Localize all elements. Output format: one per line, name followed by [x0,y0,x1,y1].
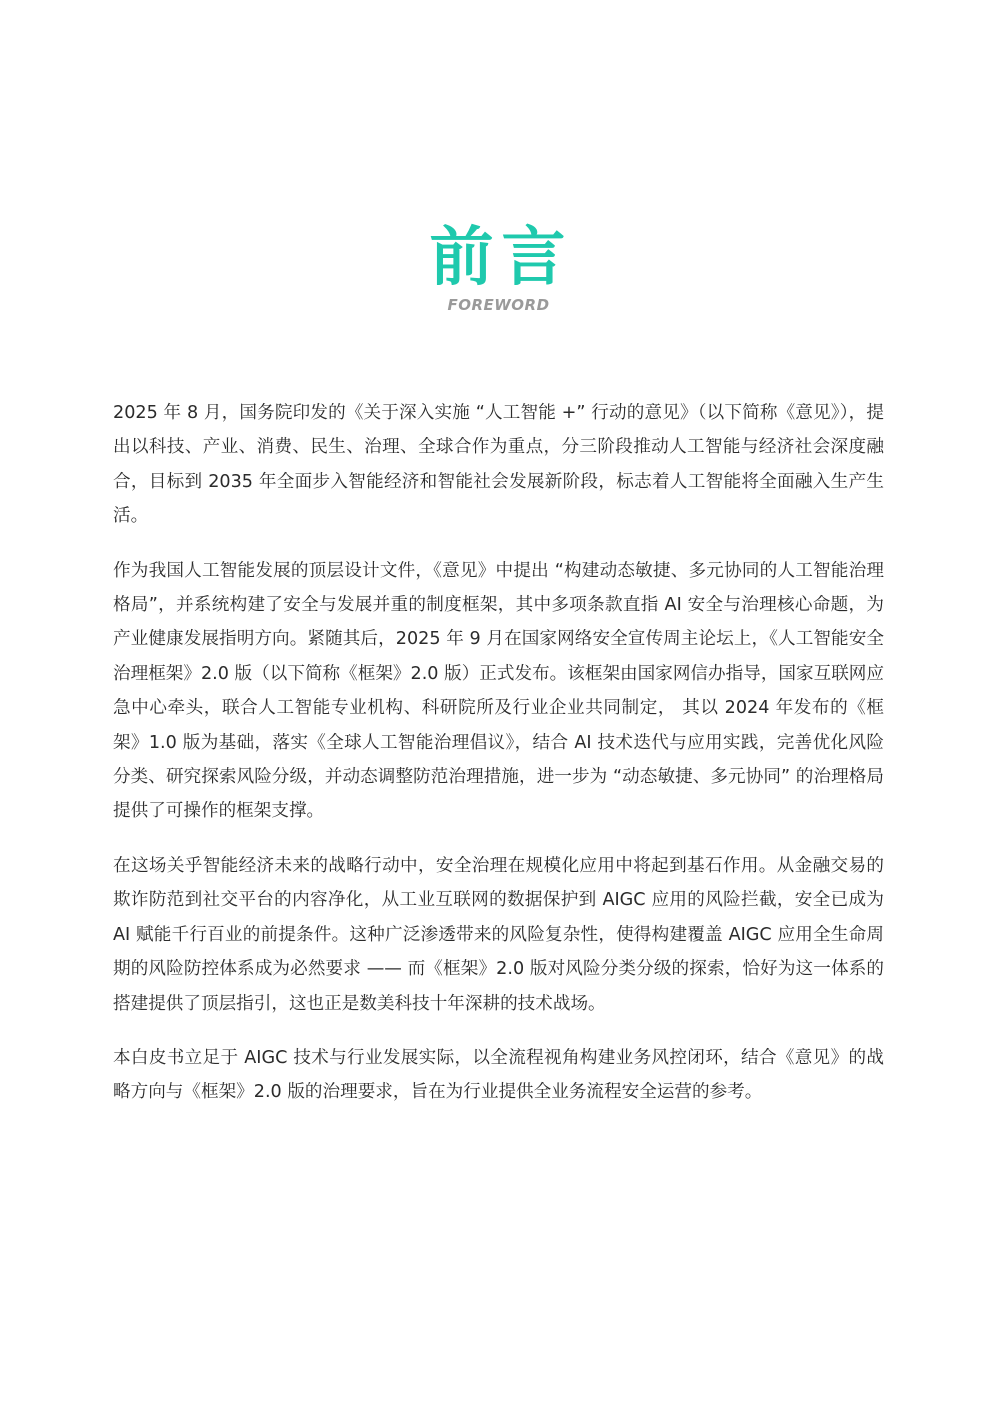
foreword-body [113,396,884,1130]
paragraph-3: 在这场关乎智能经济未来的战略行动中，安全治理在规模化应用中将起到基石作用。从金融交易的欺诈防范到社交平台的内容净化，从工业互联网的数据保护到 AIGC 应用的风险拦截，安全已成为 AI 赋能千行百业的前提条件。这种广泛渗透带来的风险复杂性，使得构建覆盖 AIGC 应用全生命周期的风险防控体系成为必然要求 —— 而《框架》2.0 版对风险分类分级的探索，恰好为这一体系的搭建提供了顶层指引，这也正是数美科技十年深耕的技术战场。 [113,855,884,1014]
paragraph-4: 本白皮书立足于 AIGC 技术与行业发展实际，以全流程视角构建业务风控闭环，结合《意见》的战略方向与《框架》2.0 版的治理要求，旨在为行业提供全业务流程安全运营的参考。 [113,1047,884,1103]
paragraph-2: 作为我国人工智能发展的顶层设计文件，《意见》中提出 “构建动态敏捷、多元协同的人工智能治理格局”，并系统构建了安全与发展并重的制度框架，其中多项条款直指 AI 安全与治理核心命题，为产业健康发展指明方向。紧随其后，2025 年 9 月在国家网络安全宣传周主论坛上，《人工智能安全治理框架》2.0 版（以下简称《框架》2.0 版）正式发布。该框架由国家网信办指导，国家互联网应急中心牵头，联合人工智能专业机构、科研院所及行业企业共同制定， 其以 2024 年发布的《框架》1.0 版为基础，落实《全球人工智能治理倡议》，结合 AI 技术迭代与应用实践，完善优化风险分类、研究探索风险分级，并动态调整防范治理措施，进一步为 “动态敏捷、多元协同” 的治理格局提供了可操作的框架支撑。 [113,560,884,822]
paragraph-1: 2025 年 8 月，国务院印发的《关于深入实施 “人工智能 +” 行动的意见》（以下简称《意见》），提出以科技、产业、消费、民生、治理、全球合作为重点，分三阶段推动人工智能与经济社会深度融合，目标到 2035 年全面步入智能经济和智能社会发展新阶段，标志着人工智能将全面融入生产生活。 [113,403,884,527]
foreword-heading [0,220,997,314]
page-subtitle: FOREWORD [447,296,550,314]
page-title: 前言 [429,221,574,295]
